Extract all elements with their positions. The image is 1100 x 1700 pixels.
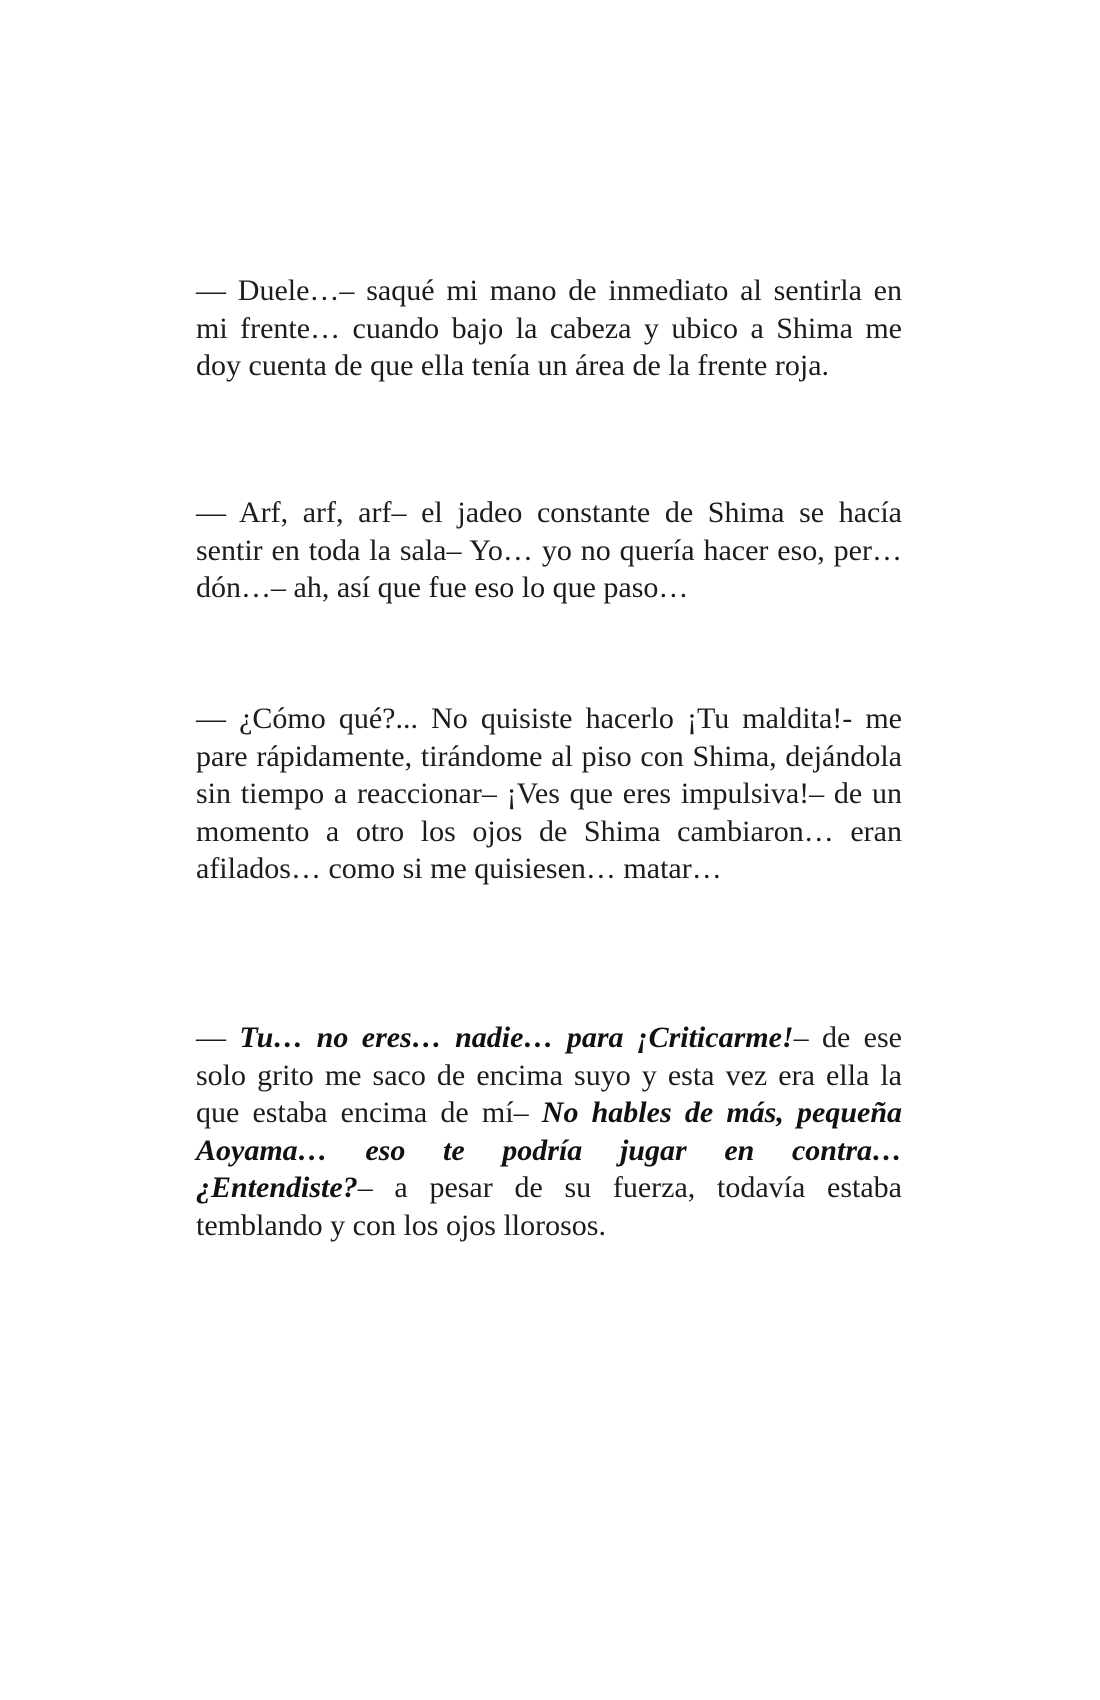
paragraph-text: — Arf, arf, arf– el jadeo constante de Shima se hacía sentir en toda la sala– Yo… yo no quería hacer eso, per… dón…– ah, así que fue eso lo que paso… xyxy=(196,496,902,604)
emphasized-dialogue: Tu… no eres… nadie… para ¡Criticarme! xyxy=(239,1021,794,1054)
paragraph-2 xyxy=(196,494,902,607)
paragraph-4 xyxy=(196,1019,902,1244)
paragraph-text: — ¿Cómo qué?... No quisiste hacerlo ¡Tu maldita!- me pare rápidamente, tirándome al piso con Shima, dejándola sin tiempo a reaccionar– ¡Ves que eres impulsiva!– de un momento a otro los ojos de Shima cambiaron… eran afilados… como si me quisiesen… matar… xyxy=(196,702,902,885)
paragraph-text: — xyxy=(196,1021,240,1054)
emphasized-dialogue: No hables de más, pequeña Aoyama… eso te podría jugar en contra… ¿Entendiste? xyxy=(196,1096,903,1204)
paragraph-text: – de ese solo grito me saco de encima suyo y esta vez era ella la que estaba encima de mí– xyxy=(196,1021,902,1129)
paragraph-3 xyxy=(196,700,902,888)
paragraph-text: – a pesar de su fuerza, todavía estaba temblando y con los ojos llorosos. xyxy=(196,1171,902,1242)
paragraph-text: — Duele…– saqué mi mano de inmediato al sentirla en mi frente… cuando bajo la cabeza y ubico a Shima me doy cuenta de que ella tenía un área de la frente roja. xyxy=(196,274,902,382)
paragraph-1 xyxy=(196,272,902,385)
